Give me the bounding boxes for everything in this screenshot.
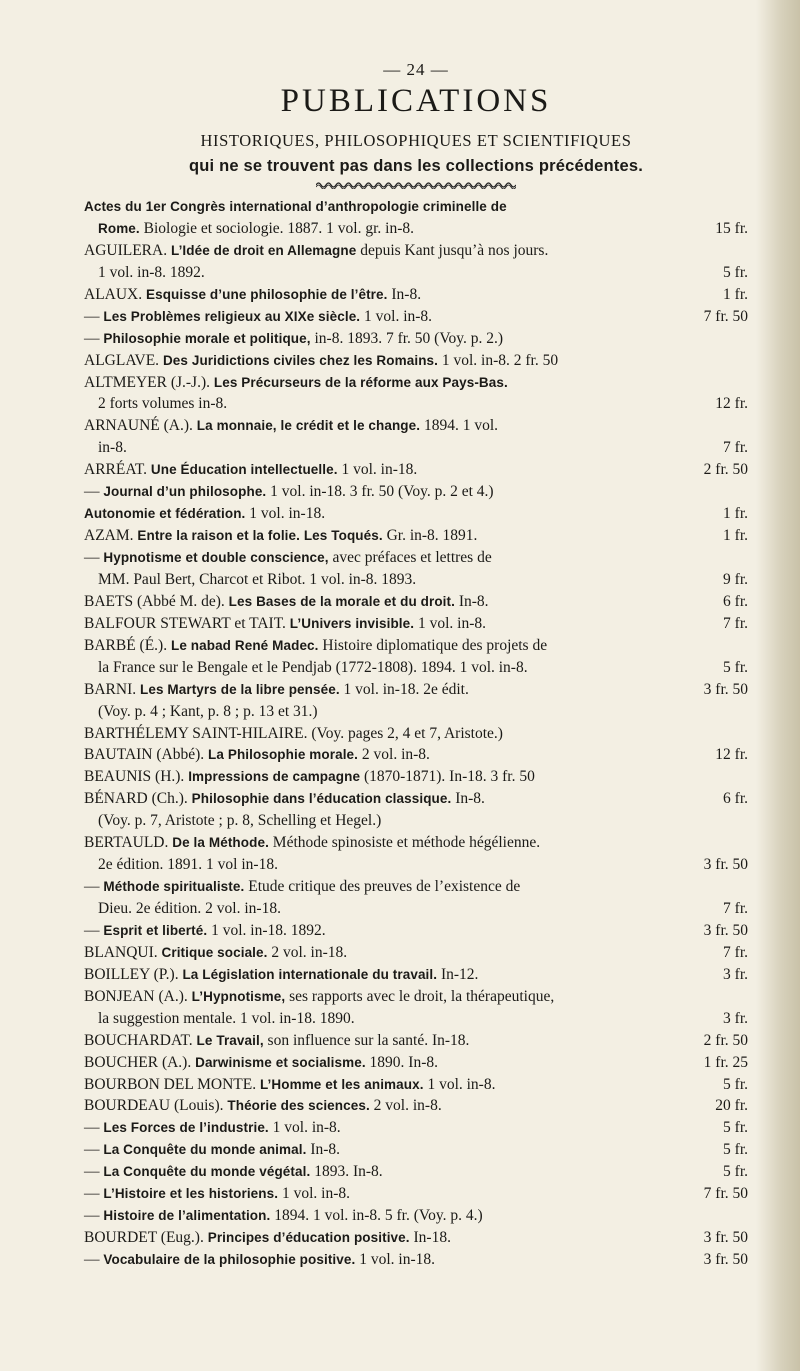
entry-text [84,459,417,481]
entry-title: Les Forces de l’industrie. [103,1120,269,1136]
entry-detail: (Voy. p. 4 ; Kant, p. 8 ; p. 13 et 31.) [98,702,318,720]
list-item [84,218,748,240]
entry-price: 6 fr. [723,790,748,808]
list-item [84,1052,748,1074]
entry-title: De la Méthode. [172,835,269,851]
entry-price: 7 fr. [723,439,748,457]
entry-detail: in-8. 1893. 7 fr. 50 (Voy. p. 2.) [310,329,504,347]
entry-text [84,196,507,218]
entry-detail: BÉNARD (Ch.). [84,790,192,808]
list-item [84,854,748,876]
entry-detail: BARNI. [84,680,140,698]
entry-price: 7 fr. [723,943,748,961]
entry-text [84,1095,442,1117]
entry-price: 3 fr. [723,965,748,983]
list-item [84,810,748,832]
entry-text [84,415,498,437]
list-item [84,1074,748,1096]
entry-title: Actes du 1er Congrès international d’anthropologie criminelle de [84,199,507,214]
entry-title: Esprit et liberté. [103,922,208,938]
entry-detail: In-8. [387,285,422,303]
entry-detail: — [84,1185,104,1203]
entry-price: 1 fr. 25 [703,1053,748,1071]
entry-title: Darwinisme et socialisme. [195,1054,366,1070]
entry-title: La Législation internationale du travail. [182,966,438,982]
entry-detail: BERTAULD. [84,834,173,852]
entry-text [98,810,381,832]
entry-title: Le nabad René Madec. [170,637,319,653]
entry-detail: son influence sur la santé. In-18. [263,1031,470,1049]
entry-detail: (1870-1871). In-18. 3 fr. 50 [360,768,535,786]
entry-text [98,1008,355,1030]
list-item [84,459,748,481]
entry-text [84,920,326,942]
list-item [84,1161,748,1183]
page-number: — 24 — [383,60,449,79]
entry-text [84,1249,435,1271]
entry-detail: 1 vol. in-18. 1892. [207,921,326,939]
entry-title: Méthode spiritualiste. [103,879,245,895]
entry-title: La Conquête du monde animal. [103,1142,307,1158]
entry-detail: 1893. In-8. [310,1163,383,1181]
entry-detail: AGUILERA. [84,241,171,259]
entry-title: Histoire de l’alimentation. [103,1208,271,1224]
list-item [84,284,748,306]
entry-detail: In-8. [306,1141,341,1159]
entry-detail: — [84,921,104,939]
entry-detail: 1 vol. in-8. [414,614,487,632]
entry-text [98,437,127,459]
entry-title: Impressions de campagne [188,769,361,785]
entry-title: La Philosophie morale. [208,747,359,763]
entry-detail: ARRÉAT. [84,461,151,479]
list-item [84,306,748,328]
entry-detail: 1 vol. in-18. 2e édit. [339,680,469,698]
entry-detail: In-8. [451,790,485,808]
entry-detail: 1 vol. in-8. [360,307,433,325]
entry-detail: la France sur le Bengale et le Pendjab (1772-1808). 1894. 1 vol. in-8. [98,658,528,676]
entry-title: L’Histoire et les historiens. [103,1186,279,1202]
entry-title: Les Martyrs de la libre pensée. [139,681,340,697]
entry-text [84,744,430,766]
list-item [84,942,748,964]
list-item [84,393,748,415]
list-item [84,1205,748,1227]
entry-detail: 1 vol. in-18. [355,1251,435,1268]
entry-text [98,701,318,723]
entry-title: L’Homme et les animaux. [259,1076,424,1092]
list-item [84,964,748,986]
entry-detail: BOUCHER (A.). [84,1053,196,1071]
entry-text [84,1030,469,1052]
entry-text [84,679,469,701]
entry-text [84,547,492,569]
entry-title: Critique sociale. [161,944,268,960]
entry-detail: in-8. [98,439,127,457]
entry-text [84,525,477,547]
entry-detail: BOURBON DEL MONTE. [84,1075,260,1093]
list-item [84,679,748,701]
entry-detail: 2 vol. in-18. [267,943,348,961]
entry-title: Les Problèmes religieux au XIXe siècle. [103,308,361,324]
entry-title: Entre la raison et la folie. Les Toqués. [137,528,383,544]
entry-detail: BALFOUR STEWART et TAIT. [84,614,290,632]
entry-price: 5 fr. [723,1141,748,1159]
entry-text [84,766,535,788]
entry-detail: ALTMEYER (J.-J.). [84,373,214,391]
list-item [84,898,748,920]
list-item [84,328,748,350]
entry-detail: — [84,549,104,566]
entry-text [98,393,227,415]
list-item [84,372,748,394]
list-item [84,437,748,459]
entry-detail: In-12. [437,965,479,983]
entry-text [84,613,486,635]
page-title: PUBLICATIONS [280,83,552,119]
entry-title: Hypnotisme et double conscience, [103,550,329,565]
entry-price: 3 fr. 50 [703,1251,748,1268]
entry-text [84,481,494,503]
entry-price: 5 fr. [723,1075,748,1093]
list-item [84,986,748,1008]
entry-detail: — [84,307,104,325]
entry-detail: 1 vol. in-8. 1892. [98,263,205,281]
page-subtitle-note: qui ne se trouvent pas dans les collections précédentes. [188,157,644,175]
entry-text [84,350,558,372]
entry-title: La monnaie, le crédit et le change. [196,418,421,434]
entry-detail: BAUTAIN (Abbé). [84,746,209,764]
entry-price: 12 fr. [715,746,748,764]
list-item [84,481,748,503]
entry-detail: la suggestion mentale. 1 vol. in-18. 1890. [98,1009,355,1027]
entry-detail: Gr. in-8. 1891. [382,527,478,545]
entry-detail: BARBÉ (É.). [84,636,171,654]
list-item [84,240,748,262]
list-item [84,832,748,854]
entry-detail: BOURDEAU (Louis). [84,1097,228,1115]
entry-detail: — [84,1207,104,1225]
list-item [84,591,748,613]
entry-title: La Conquête du monde végétal. [103,1164,311,1180]
entry-text [84,328,503,350]
entry-text [84,1227,451,1249]
entry-price: 9 fr. [723,570,748,588]
list-item [84,547,748,569]
entry-detail: — [84,1163,104,1181]
entry-detail: BLANQUI. [84,943,162,961]
entry-detail: depuis Kant jusqu’à nos jours. [356,241,549,259]
entry-title: Principes d’éducation positive. [207,1230,410,1246]
entry-title: Les Précurseurs de la réforme aux Pays-Bas. [213,374,508,390]
entry-price: 1 fr. [723,285,748,303]
entry-text [98,218,414,240]
entry-detail: BONJEAN (A.). [84,987,192,1005]
entry-detail: 2 vol. in-8. [369,1097,442,1115]
publication-list [84,196,748,1271]
entry-price: 12 fr. [715,395,748,413]
entry-text [98,854,278,876]
entry-price: 2 fr. 50 [703,461,748,479]
entry-price: 2 fr. 50 [703,1031,748,1049]
list-item [84,569,748,591]
entry-text [84,1161,383,1183]
entry-text [84,876,520,898]
entry-detail: MM. Paul Bert, Charcot et Ribot. 1 vol. in-8. 1893. [98,570,417,588]
entry-title: Le Travail, [196,1032,264,1048]
list-item [84,876,748,898]
list-item [84,350,748,372]
entry-detail: 2 forts volumes in-8. [98,395,228,413]
entry-detail: 1894. 1 vol. [420,417,499,435]
entry-text [84,503,325,525]
entry-price: 3 fr. 50 [703,680,748,698]
list-item [84,723,748,745]
list-item [84,701,748,723]
entry-text [84,942,347,964]
entry-title: L’Hypnotisme, [191,988,286,1004]
list-item [84,920,748,942]
entry-detail: 1 vol. in-18. [245,505,326,523]
entry-title: Rome. [98,220,140,236]
entry-detail: 1894. 1 vol. in-8. 5 fr. (Voy. p. 4.) [270,1207,483,1225]
entry-detail: ALAUX. [84,285,146,303]
entry-detail: BAETS (Abbé M. de). [84,592,229,610]
list-item [84,613,748,635]
list-item [84,1095,748,1117]
entry-text [84,832,540,854]
entry-text [98,262,205,284]
entry-price: 3 fr. 50 [703,1229,748,1247]
entry-detail: — [84,1251,104,1268]
entry-detail: (Voy. p. 7, Aristote ; p. 8, Schelling et Hegel.) [98,812,382,830]
list-item [84,503,748,525]
list-item [84,657,748,679]
entry-detail: 1 vol. in-8. [278,1185,350,1203]
list-item [84,788,748,810]
entry-title: Des Juridictions civiles chez les Romains. [162,352,438,368]
entry-title: Vocabulaire de la philosophie positive. [103,1252,356,1267]
entry-price: 7 fr. [723,900,748,917]
entry-detail: 1 vol. in-8. 2 fr. 50 [438,351,559,369]
entry-detail: BOURDET (Eug.). [84,1229,208,1247]
list-item [84,635,748,657]
entry-price: 7 fr. 50 [703,307,748,325]
entry-detail: 1 vol. in-18. 3 fr. 50 (Voy. p. 2 et 4.) [266,483,494,501]
entry-detail: ARNAUNÉ (A.). [84,417,197,435]
entry-title: Philosophie dans l’éducation classique. [191,791,452,807]
entry-text [84,372,508,394]
list-item [84,525,748,547]
entry-price: 3 fr. 50 [703,856,748,874]
entry-text [84,723,503,745]
entry-price: 5 fr. [723,263,748,281]
entry-title: Les Bases de la morale et du droit. [228,593,455,609]
entry-title: Esquisse d’une philosophie de l’être. [146,286,388,302]
entry-price: 6 fr. [723,592,748,610]
entry-detail: 1 vol. in-8. [268,1119,341,1137]
entry-detail: In-8. [454,592,489,610]
entry-detail: 1890. In-8. [365,1053,438,1071]
list-item [84,1227,748,1249]
entry-price: 7 fr. [723,614,748,632]
entry-text [84,306,432,328]
document-page [84,0,748,1371]
entry-detail: In-18. [409,1229,451,1247]
list-item [84,766,748,788]
entry-text [84,788,485,810]
entry-text [84,986,554,1008]
entry-detail: 1 vol. in-18. [337,461,418,479]
entry-detail: ALGLAVE. [84,351,163,369]
entry-text [98,657,528,679]
entry-text [84,1052,438,1074]
entry-detail: Méthode spinosiste et méthode hégélienne. [268,834,541,852]
entry-price: 5 fr. [723,1163,748,1181]
entry-price: 3 fr. 50 [703,921,748,939]
entry-price: 1 fr. [723,527,748,545]
entry-price: 20 fr. [715,1097,748,1115]
entry-price: 1 fr. [723,505,748,523]
list-item [84,744,748,766]
entry-detail: BARTHÉLEMY SAINT-HILAIRE. (Voy. pages 2, 4 et 7, Aristote.) [84,724,503,742]
entry-detail: — [84,1119,104,1137]
entry-detail: AZAM. [84,527,138,545]
entry-detail: BEAUNIS (H.). [84,768,189,786]
entry-title: Une Éducation intellectuelle. [150,462,338,478]
entry-title: Théorie des sciences. [227,1098,370,1114]
entry-detail: 1 vol. in-8. [423,1075,496,1093]
entry-title: Journal d’un philosophe. [103,484,267,500]
entry-detail: avec préfaces et lettres de [328,549,492,566]
entry-text [84,1139,340,1161]
entry-price: 5 fr. [723,1119,748,1137]
entry-price: 7 fr. 50 [703,1185,748,1203]
list-item [84,1030,748,1052]
entry-text [84,240,548,262]
entry-detail: 2e édition. 1891. 1 vol in-18. [98,856,278,874]
entry-title: Autonomie et fédération. [84,506,246,522]
list-item [84,1249,748,1271]
entry-text [98,569,416,591]
entry-detail: — [84,1141,104,1159]
entry-detail: Histoire diplomatique des projets de [318,636,548,654]
entry-text [84,1183,350,1205]
wavy-rule-ornament [316,181,516,189]
entry-title: L’Idée de droit en Allemagne [170,242,357,258]
entry-detail: Biologie et sociologie. 1887. 1 vol. gr. in-8. [139,219,415,237]
entry-price: 3 fr. [723,1009,748,1027]
entry-text [98,898,281,920]
list-item [84,196,748,218]
entry-detail: BOUCHARDAT. [84,1031,197,1049]
entry-title: Philosophie morale et politique, [103,330,311,346]
entry-text [84,284,421,306]
entry-text [84,1205,483,1227]
list-item [84,1139,748,1161]
page-subtitle: HISTORIQUES, PHILOSOPHIQUES ET SCIENTIFIQUES [200,131,632,150]
list-item [84,1117,748,1139]
list-item [84,1183,748,1205]
list-item [84,262,748,284]
page-edge-shadow [756,0,800,1371]
entry-detail: — [84,329,104,347]
entry-text [84,591,489,613]
list-item [84,1008,748,1030]
list-item [84,415,748,437]
entry-text [84,1074,495,1096]
entry-detail: — [84,878,104,896]
entry-text [84,964,478,986]
entry-detail: Dieu. 2e édition. 2 vol. in-18. [98,900,281,917]
entry-text [84,635,547,657]
entry-price: 15 fr. [715,219,748,237]
entry-detail: ses rapports avec le droit, la thérapeutique, [285,987,555,1005]
entry-detail: 2 vol. in-8. [358,746,430,764]
entry-text [84,1117,341,1139]
entry-detail: — [84,483,104,501]
entry-price: 5 fr. [723,658,748,676]
entry-detail: BOILLEY (P.). [84,965,183,983]
entry-detail: Etude critique des preuves de l’existence de [244,878,521,896]
entry-title: L’Univers invisible. [289,615,415,631]
